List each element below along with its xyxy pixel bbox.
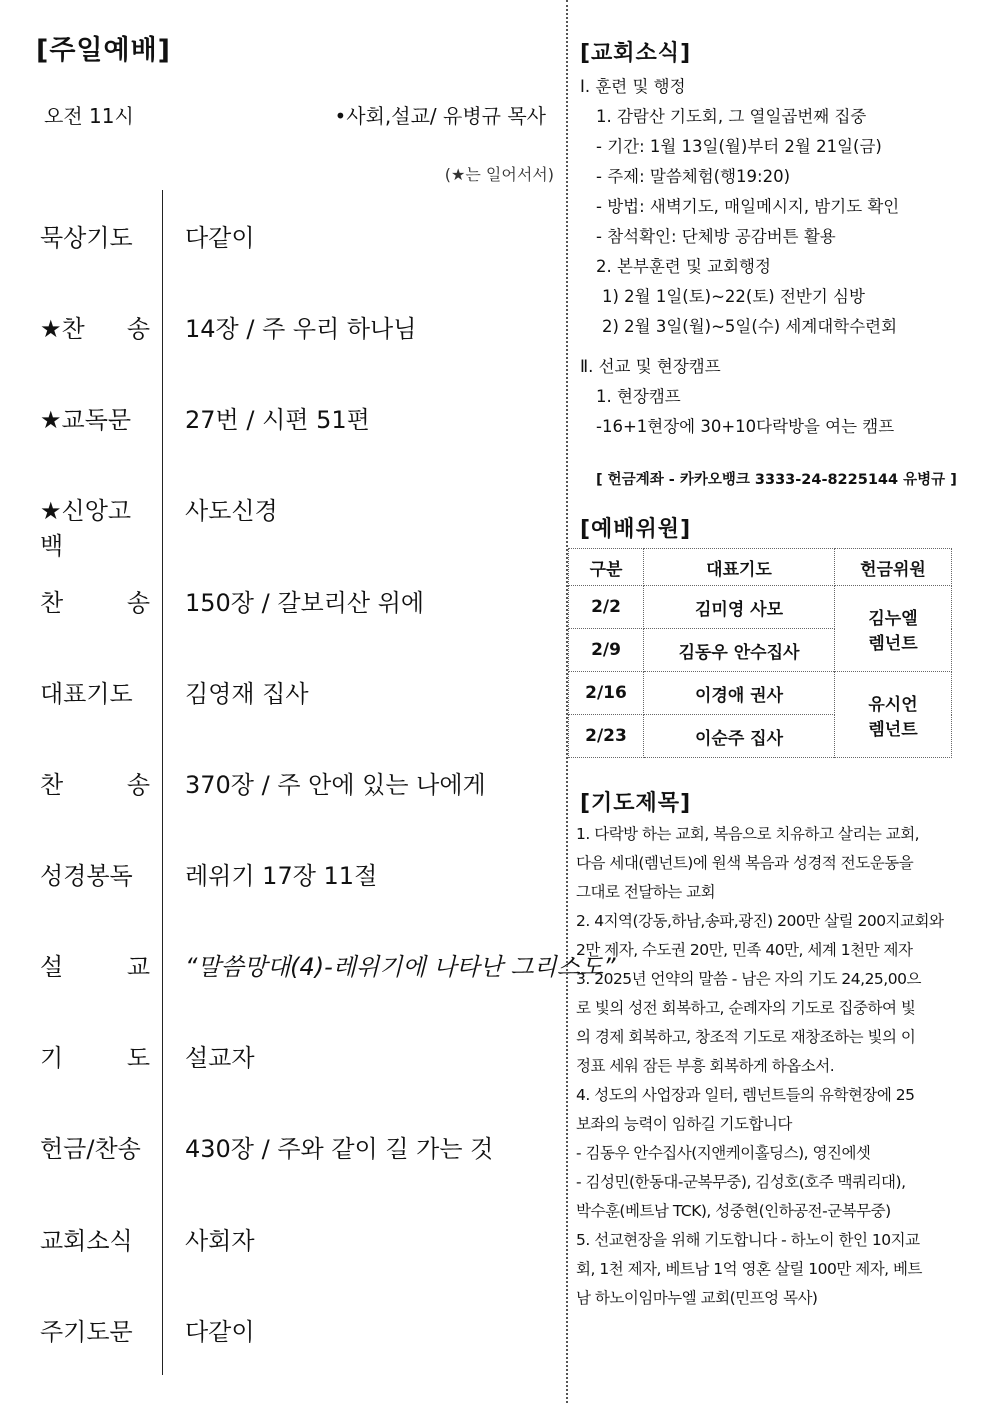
order-item <box>40 674 560 714</box>
prayer-line: 남 하노이임마누엘 교회(민프엉 목사) <box>576 1289 818 1307</box>
worship-title: [주일예배] <box>36 35 172 66</box>
news-line: Ⅱ. 선교 및 현장캠프 <box>580 357 721 376</box>
news-line: 1. 현장캠프 <box>596 387 681 406</box>
order-label: 묵상기도 <box>40 224 133 252</box>
duty-offering: 김누엘 렘넌트 <box>835 586 952 672</box>
prayer-line: 2. 4지역(강동,하남,송파,광진) 200만 살릴 200지교회와 <box>576 912 944 930</box>
news-line: -16+1현장에 30+10다락방을 여는 캠프 <box>596 417 895 436</box>
table-row <box>569 586 952 629</box>
stand-note: (★는 일어서서) <box>444 165 554 184</box>
prayer-line: 3. 2025년 언약의 말씀 - 남은 자의 기도 24,25,00으 <box>576 970 921 988</box>
table-header: 대표기도 <box>644 549 835 586</box>
order-content: 430장 / 주와 같이 길 가는 것 <box>185 1135 494 1163</box>
prayer-line: 5. 선교현장을 위해 기도합니다 - 하노이 한인 10지교 <box>576 1231 920 1249</box>
order-content: 사회자 <box>185 1227 255 1255</box>
order-content: 사도신경 <box>185 497 278 525</box>
order-item <box>40 218 560 258</box>
order-item <box>40 1221 560 1261</box>
order-content: 다같이 <box>185 1318 255 1346</box>
table-header: 구분 <box>569 549 644 586</box>
order-item <box>40 856 560 896</box>
news-line: 2. 본부훈련 및 교회행정 <box>596 257 771 276</box>
offering-account: [ 헌금계좌 - 카카오뱅크 3333-24-8225144 유병규 ] <box>596 472 957 488</box>
order-content: 27번 / 시편 51편 <box>185 406 370 434</box>
news-line: 2) 2월 3일(월)~5일(수) 세계대학수련회 <box>602 317 898 336</box>
order-item <box>40 400 560 440</box>
prayer-line: 회, 1천 제자, 베트남 1억 영혼 살릴 100만 제자, 베트 <box>576 1260 922 1278</box>
prayer-line: - 김성민(한동대-군복무중), 김성호(호주 맥쿼리대), <box>576 1173 906 1191</box>
order-item <box>40 1038 560 1078</box>
prayer-line: 2만 제자, 수도권 20만, 민족 40만, 세계 1천만 제자 <box>576 941 913 959</box>
news-line: Ⅰ. 훈련 및 행정 <box>580 77 686 96</box>
duty-date: 2/16 <box>569 672 644 715</box>
order-content: 김영재 집사 <box>185 680 309 708</box>
order-item <box>40 583 560 623</box>
prayer-list <box>576 820 956 1313</box>
order-item <box>40 765 560 805</box>
duty-prayer: 김미영 사모 <box>644 586 835 629</box>
news-line: - 주제: 말씀체험(행19:20) <box>596 167 791 186</box>
order-label: 성경봉독 <box>40 862 133 890</box>
order-label: 대표기도 <box>40 680 133 708</box>
order-label: 설 교 <box>40 953 150 981</box>
duty-title: [예배위원] <box>580 517 692 542</box>
prayer-line: 1. 다락방 하는 교회, 복음으로 치유하고 살리는 교회, <box>576 825 920 843</box>
order-content: 14장 / 주 우리 하나님 <box>185 315 417 343</box>
sermon-title: “말씀망대(4)-레위기에 나타난 그리스도” <box>185 953 616 981</box>
prayer-line: 박수훈(베트남 TCK), 성중현(인하공전-군복무중) <box>576 1202 891 1220</box>
order-item <box>40 1129 560 1169</box>
order-label: ★찬 송 <box>40 315 150 343</box>
order-item <box>40 309 560 349</box>
order-content: 설교자 <box>185 1044 255 1072</box>
prayer-line: 의 경제 회복하고, 창조적 기도로 재창조하는 빛의 이 <box>576 1028 916 1046</box>
table-header: 헌금위원 <box>835 549 952 586</box>
duty-prayer: 이경애 권사 <box>644 672 835 715</box>
duty-offering: 유시언 렘넌트 <box>835 672 952 758</box>
news-list <box>580 72 980 442</box>
prayer-line: 정표 세워 잠든 부흥 회복하게 하옵소서. <box>576 1057 835 1075</box>
news-line: - 참석확인: 단체방 공감버튼 활용 <box>596 227 836 246</box>
duty-table <box>568 548 952 758</box>
news-line: 1. 감람산 기도회, 그 열일곱번째 집중 <box>596 107 867 126</box>
order-label: ★신앙고백 <box>40 497 132 560</box>
order-item <box>40 491 560 560</box>
prayer-title: [기도제목] <box>580 791 692 816</box>
prayer-line: - 김동우 안수집사(지앤케이홀딩스), 영진에셋 <box>576 1144 871 1162</box>
order-label: 찬 송 <box>40 771 150 799</box>
order-label: 기 도 <box>40 1044 150 1072</box>
prayer-line: 보좌의 능력이 임하길 기도합니다 <box>576 1115 792 1133</box>
order-content: 370장 / 주 안에 있는 나에게 <box>185 771 486 799</box>
news-line: - 기간: 1월 13일(월)부터 2월 21일(금) <box>596 137 882 156</box>
worship-preacher: •사회,설교/ 유병규 목사 <box>334 104 546 128</box>
prayer-line: 로 빛의 성전 회복하고, 순례자의 기도로 집중하여 빛 <box>576 999 916 1017</box>
news-title: [교회소식] <box>580 41 692 66</box>
news-line: - 방법: 새벽기도, 매일메시지, 밤기도 확인 <box>596 197 900 216</box>
table-header-row <box>569 549 952 586</box>
order-content: 다같이 <box>185 224 255 252</box>
table-row <box>569 672 952 715</box>
prayer-line: 4. 성도의 사업장과 일터, 렘넌트들의 유학현장에 25 <box>576 1086 915 1104</box>
prayer-line: 다음 세대(렘넌트)에 원색 복음과 성경적 전도운동을 <box>576 854 914 872</box>
duty-date: 2/9 <box>569 629 644 672</box>
worship-time: 오전 11시 <box>44 104 134 128</box>
order-label: 주기도문 <box>40 1318 133 1346</box>
order-label: ★교독문 <box>40 406 132 434</box>
order-label: 헌금/찬송 <box>40 1135 141 1163</box>
prayer-line: 그대로 전달하는 교회 <box>576 883 716 901</box>
duty-prayer: 이순주 집사 <box>644 715 835 758</box>
order-item <box>40 1312 560 1352</box>
order-item <box>40 947 616 987</box>
duty-prayer: 김동우 안수집사 <box>644 629 835 672</box>
news-line: 1) 2월 1일(토)~22(토) 전반기 심방 <box>602 287 865 306</box>
order-label: 교회소식 <box>40 1227 133 1255</box>
order-content: 150장 / 갈보리산 위에 <box>185 589 425 617</box>
duty-date: 2/23 <box>569 715 644 758</box>
duty-date: 2/2 <box>569 586 644 629</box>
order-label: 찬 송 <box>40 589 150 617</box>
order-content: 레위기 17장 11절 <box>185 862 378 890</box>
